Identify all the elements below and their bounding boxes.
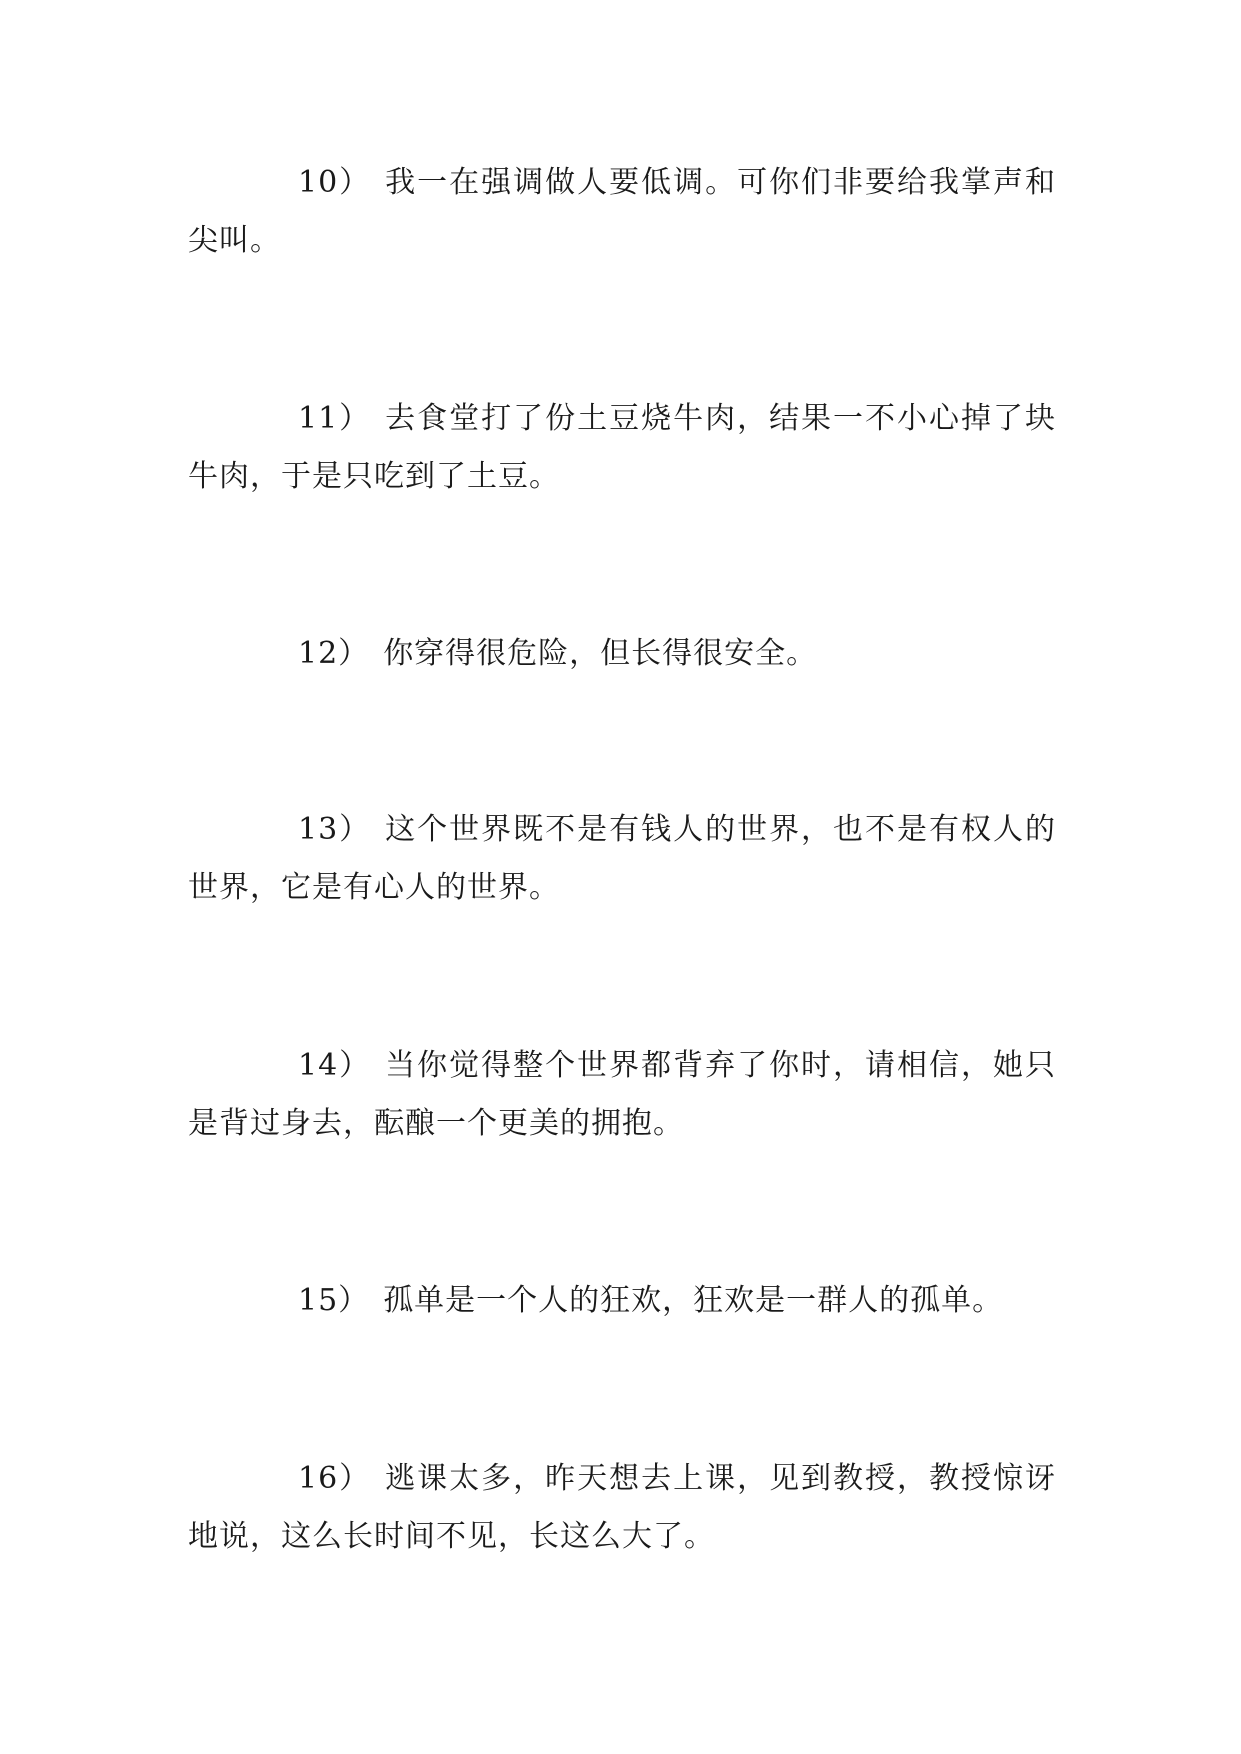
item-text: 我一在强调做人要低调。可你们非要给我掌声和尖叫。 (188, 165, 1057, 258)
item-number: 15） (298, 1283, 370, 1318)
item-number: 10） (298, 165, 372, 200)
paragraph-item-15 (188, 1272, 1056, 1330)
item-text: 孤单是一个人的狂欢，狂欢是一群人的孤单。 (383, 1283, 1004, 1318)
item-text: 当你觉得整个世界都背弃了你时，请相信，她只是背过身去，酝酿一个更美的拥抱。 (188, 1048, 1057, 1141)
paragraph-item-16 (188, 1450, 1056, 1566)
paragraph-item-12 (188, 625, 1056, 683)
paragraph-item-13 (188, 801, 1056, 917)
item-number: 14） (298, 1048, 372, 1083)
paragraph-item-14 (188, 1037, 1056, 1153)
item-text: 逃课太多，昨天想去上课，见到教授，教授惊讶地说，这么长时间不见，长这么大了。 (188, 1461, 1057, 1554)
item-number: 12） (298, 636, 370, 671)
item-number: 11） (298, 401, 372, 436)
item-number: 13） (298, 812, 372, 847)
item-text: 去食堂打了份土豆烧牛肉，结果一不小心掉了块牛肉，于是只吃到了土豆。 (188, 401, 1057, 494)
paragraph-item-10 (188, 154, 1056, 270)
item-text: 你穿得很危险，但长得很安全。 (383, 636, 818, 671)
item-text: 这个世界既不是有钱人的世界，也不是有权人的世界，它是有心人的世界。 (188, 812, 1057, 905)
item-number: 16） (298, 1461, 372, 1496)
paragraph-item-11 (188, 390, 1056, 506)
